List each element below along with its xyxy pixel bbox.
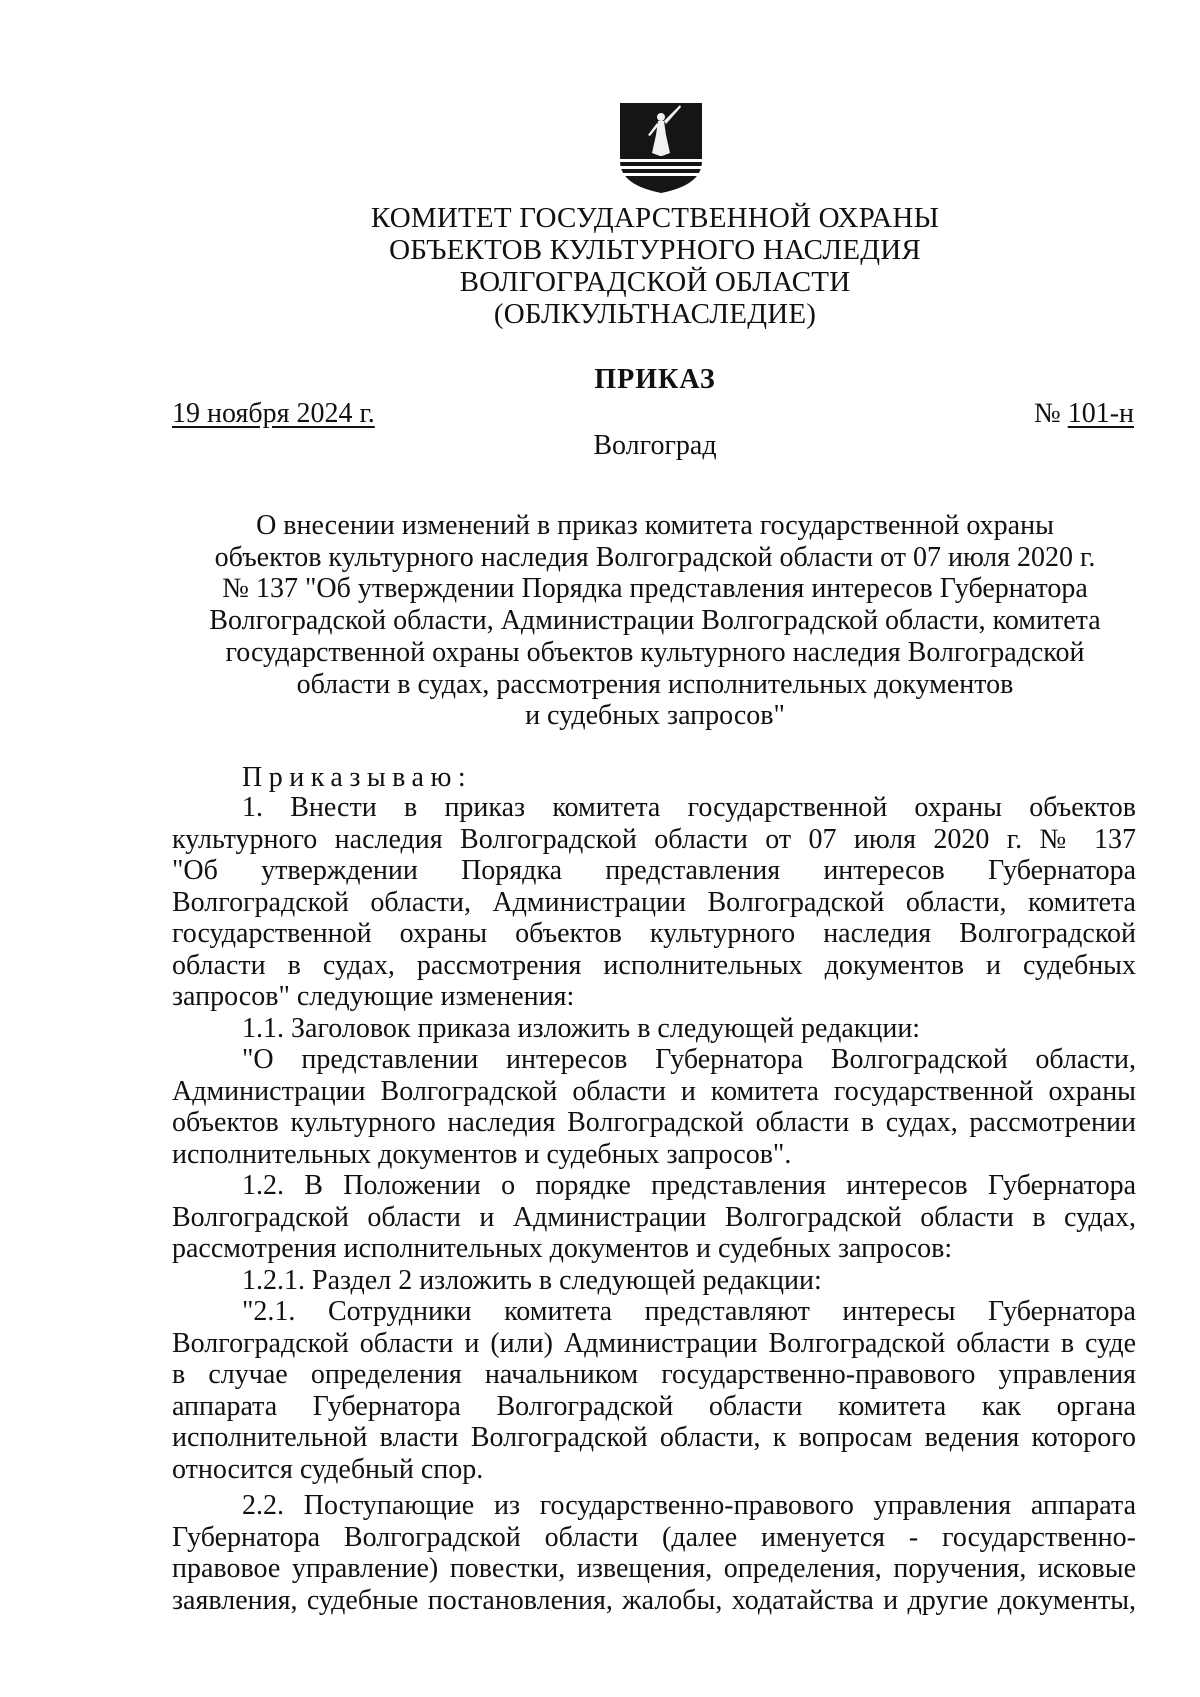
body-line: исполнительных документов и судебных запросов". bbox=[172, 1138, 792, 1170]
body-line: "О представлении интересов Губернатора Волгоградской области, bbox=[242, 1044, 1136, 1075]
subject-line: О внесении изменений в приказ комитета государственной охраны bbox=[256, 510, 1054, 541]
body-line: Волгоградской области, Администрации Волгоградской области, комитета bbox=[172, 886, 1136, 918]
body-line: Волгоградской области и (или) Администрации Волгоградской области в суде bbox=[172, 1327, 1136, 1359]
order-number bbox=[1034, 398, 1134, 430]
subject-line: Волгоградской области, Администрации Волгоградской области, комитета bbox=[209, 605, 1101, 637]
body-line: в случае определения начальником государственно-правового управления bbox=[172, 1359, 1136, 1390]
body-line: культурного наследия Волгоградской области от 07 июля 2020 г. № 137 bbox=[172, 823, 1136, 855]
body-line: 1.2. В Положении о порядке представления интересов Губернатора bbox=[242, 1170, 1136, 1201]
subject-line: и судебных запросов" bbox=[525, 700, 785, 732]
header-line: ОБЪЕКТОВ КУЛЬТУРНОГО НАСЛЕДИЯ bbox=[389, 234, 921, 266]
body-line: объектов культурного наследия Волгоградской области в судах, рассмотрении bbox=[172, 1107, 1136, 1138]
body-line: запросов" следующие изменения: bbox=[172, 981, 575, 1012]
body-line: исполнительной власти Волгоградской области, к вопросам ведения которого bbox=[172, 1422, 1136, 1453]
body-line: 1. Внести в приказ комитета государственной охраны объектов bbox=[242, 792, 1136, 823]
body-line: 1.2.1. Раздел 2 изложить в следующей редакции: bbox=[242, 1264, 822, 1296]
header-line: ВОЛГОГРАДСКОЙ ОБЛАСТИ bbox=[459, 266, 851, 298]
order-directive: Приказываю: bbox=[242, 762, 473, 793]
order-subject bbox=[0, 510, 1200, 732]
subject-line: области в судах, рассмотрения исполнительных документов bbox=[296, 668, 1014, 700]
order-title: ПРИКАЗ bbox=[594, 364, 716, 395]
body-line: заявления, судебные постановления, жалобы, ходатайства и другие документы, bbox=[172, 1584, 1136, 1616]
subject-line: № 137 "Об утверждении Порядка представления интересов Губернатора bbox=[222, 573, 1088, 605]
body-line: правовое управление) повестки, извещения, определения, поручения, исковые bbox=[172, 1553, 1136, 1584]
order-body bbox=[172, 792, 1136, 1616]
order-date: 19 ноября 2024 г. bbox=[172, 398, 375, 429]
body-line: 2.2. Поступающие из государственно-правового управления аппарата bbox=[242, 1490, 1136, 1521]
number-sign: № bbox=[1033, 398, 1061, 429]
subject-line: объектов культурного наследия Волгоградской области от 07 июля 2020 г. bbox=[214, 541, 1096, 573]
body-line: относится судебный спор. bbox=[172, 1453, 484, 1485]
body-line: аппарата Губернатора Волгоградской области комитета как органа bbox=[172, 1390, 1136, 1422]
volgograd-coat-of-arms-icon bbox=[618, 101, 704, 195]
body-line: "2.1. Сотрудники комитета представляют интересы Губернатора bbox=[242, 1296, 1136, 1327]
body-line: "Об утверждении Порядка представления интересов Губернатора bbox=[172, 855, 1136, 886]
body-line: области в судах, рассмотрения исполнительных документов и судебных bbox=[172, 949, 1136, 981]
body-line: Волгоградской области и Администрации Волгоградской области в судах, bbox=[172, 1201, 1136, 1233]
committee-header bbox=[0, 202, 1200, 330]
body-line: государственной охраны объектов культурного наследия Волгоградской bbox=[172, 918, 1136, 949]
subject-line: государственной охраны объектов культурного наследия Волгоградской bbox=[225, 636, 1085, 668]
body-line: Губернатора Волгоградской области (далее именуется - государственно- bbox=[172, 1521, 1136, 1553]
body-line: рассмотрения исполнительных документов и судебных запросов: bbox=[172, 1233, 953, 1264]
order-city: Волгоград bbox=[593, 430, 717, 461]
body-line: Администрации Волгоградской области и комитета государственной охраны bbox=[172, 1075, 1136, 1107]
number-value: 101-н bbox=[1067, 398, 1134, 429]
header-line: КОМИТЕТ ГОСУДАРСТВЕННОЙ ОХРАНЫ bbox=[370, 202, 940, 234]
body-line: 1.1. Заголовок приказа изложить в следующей редакции: bbox=[242, 1012, 921, 1044]
header-line: (ОБЛКУЛЬТНАСЛЕДИЕ) bbox=[493, 298, 817, 330]
